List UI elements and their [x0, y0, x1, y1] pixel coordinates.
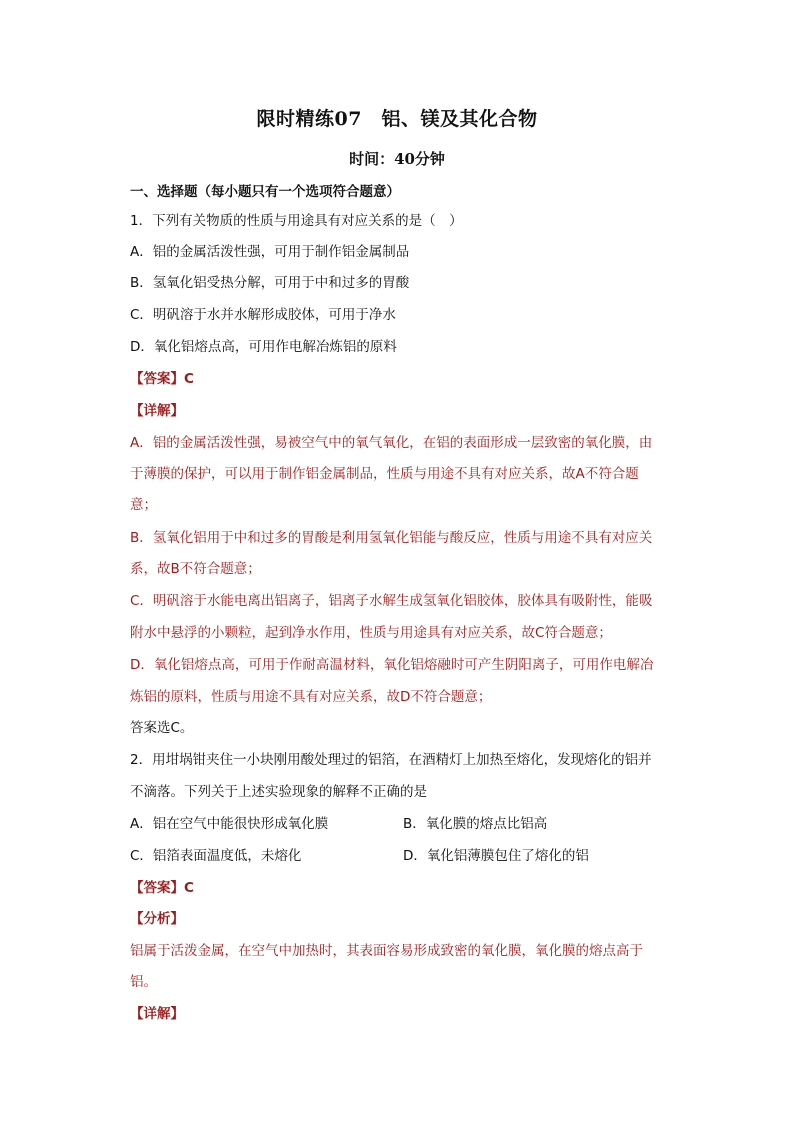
q2-analysis-line: 铝属于活泼金属，在空气中加热时，其表面容易形成致密的氧化膜，氧化膜的熔点高于: [130, 943, 643, 959]
q1-stem: 1．下列有关物质的性质与用途具有对应关系的是（ ）: [130, 213, 463, 229]
q1-detail-line: 炼铝的原料，性质与用途不具有对应关系，故D不符合题意；: [130, 689, 492, 705]
q1-conclusion: 答案选C。: [130, 720, 194, 736]
q1-option-a: A．铝的金属活泼性强，可用于制作铝金属制品: [130, 244, 410, 260]
page-title: 限时精练07 铝、镁及其化合物: [256, 108, 538, 130]
q1-detail-line: 于薄膜的保护，可以用于制作铝金属制品，性质与用途不具有对应关系，故A不符合题: [130, 466, 639, 482]
q1-detail-line: 意；: [130, 497, 157, 513]
q2-analysis-tag: 【分析】: [130, 911, 184, 927]
q1-detail-line: B．氢氧化铝用于中和过多的胃酸是利用氢氧化铝能与酸反应，性质与用途不具有对应关: [130, 530, 653, 546]
q1-detail-line: C．明矾溶于水能电离出铝离子，铝离子水解生成氢氧化铝胶体，胶体具有吸附性，能吸: [130, 593, 653, 609]
q1-detail-line: 附水中悬浮的小颗粒，起到净水作用，性质与用途具有对应关系，故C符合题意；: [130, 625, 612, 641]
q1-detail-line: 系，故B不符合题意；: [130, 561, 261, 577]
q1-option-d: D．氧化铝熔点高，可用作电解冶炼铝的原料: [130, 339, 397, 355]
q1-detail-line: D．氧化铝熔点高，可用于作耐高温材料，氧化铝熔融时可产生阴阳离子，可用作电解冶: [130, 657, 654, 673]
q2-analysis-line: 铝。: [130, 974, 157, 990]
q1-detail-tag: 【详解】: [130, 403, 184, 419]
q2-option-a: A．铝在空气中能很快形成氧化膜: [130, 816, 329, 832]
q1-option-c: C．明矾溶于水并水解形成胶体，可用于净水: [130, 307, 396, 323]
section-heading: 一、选择题（每小题只有一个选项符合题意）: [130, 184, 400, 200]
q2-answer: 【答案】C: [130, 880, 194, 896]
q1-detail-line: A．铝的金属活泼性强，易被空气中的氧气氧化，在铝的表面形成一层致密的氧化膜，由: [130, 435, 653, 451]
time-limit: 时间：40分钟: [349, 150, 445, 168]
q1-option-b: B．氢氧化铝受热分解，可用于中和过多的胃酸: [130, 275, 410, 291]
q2-stem-line: 不滴落。下列关于上述实验现象的解释不正确的是: [130, 784, 427, 800]
q2-option-c: C．铝箔表面温度低，未熔化: [130, 848, 302, 864]
q2-option-d: D．氧化铝薄膜包住了熔化的铝: [403, 848, 589, 864]
q2-detail-tag: 【详解】: [130, 1006, 184, 1022]
q2-stem-line: 2．用坩埚钳夹住一小块刚用酸处理过的铝箔，在酒精灯上加热至熔化，发现熔化的铝并: [130, 752, 652, 768]
q2-option-b: B．氧化膜的熔点比铝高: [403, 816, 548, 832]
q1-answer: 【答案】C: [130, 371, 194, 387]
